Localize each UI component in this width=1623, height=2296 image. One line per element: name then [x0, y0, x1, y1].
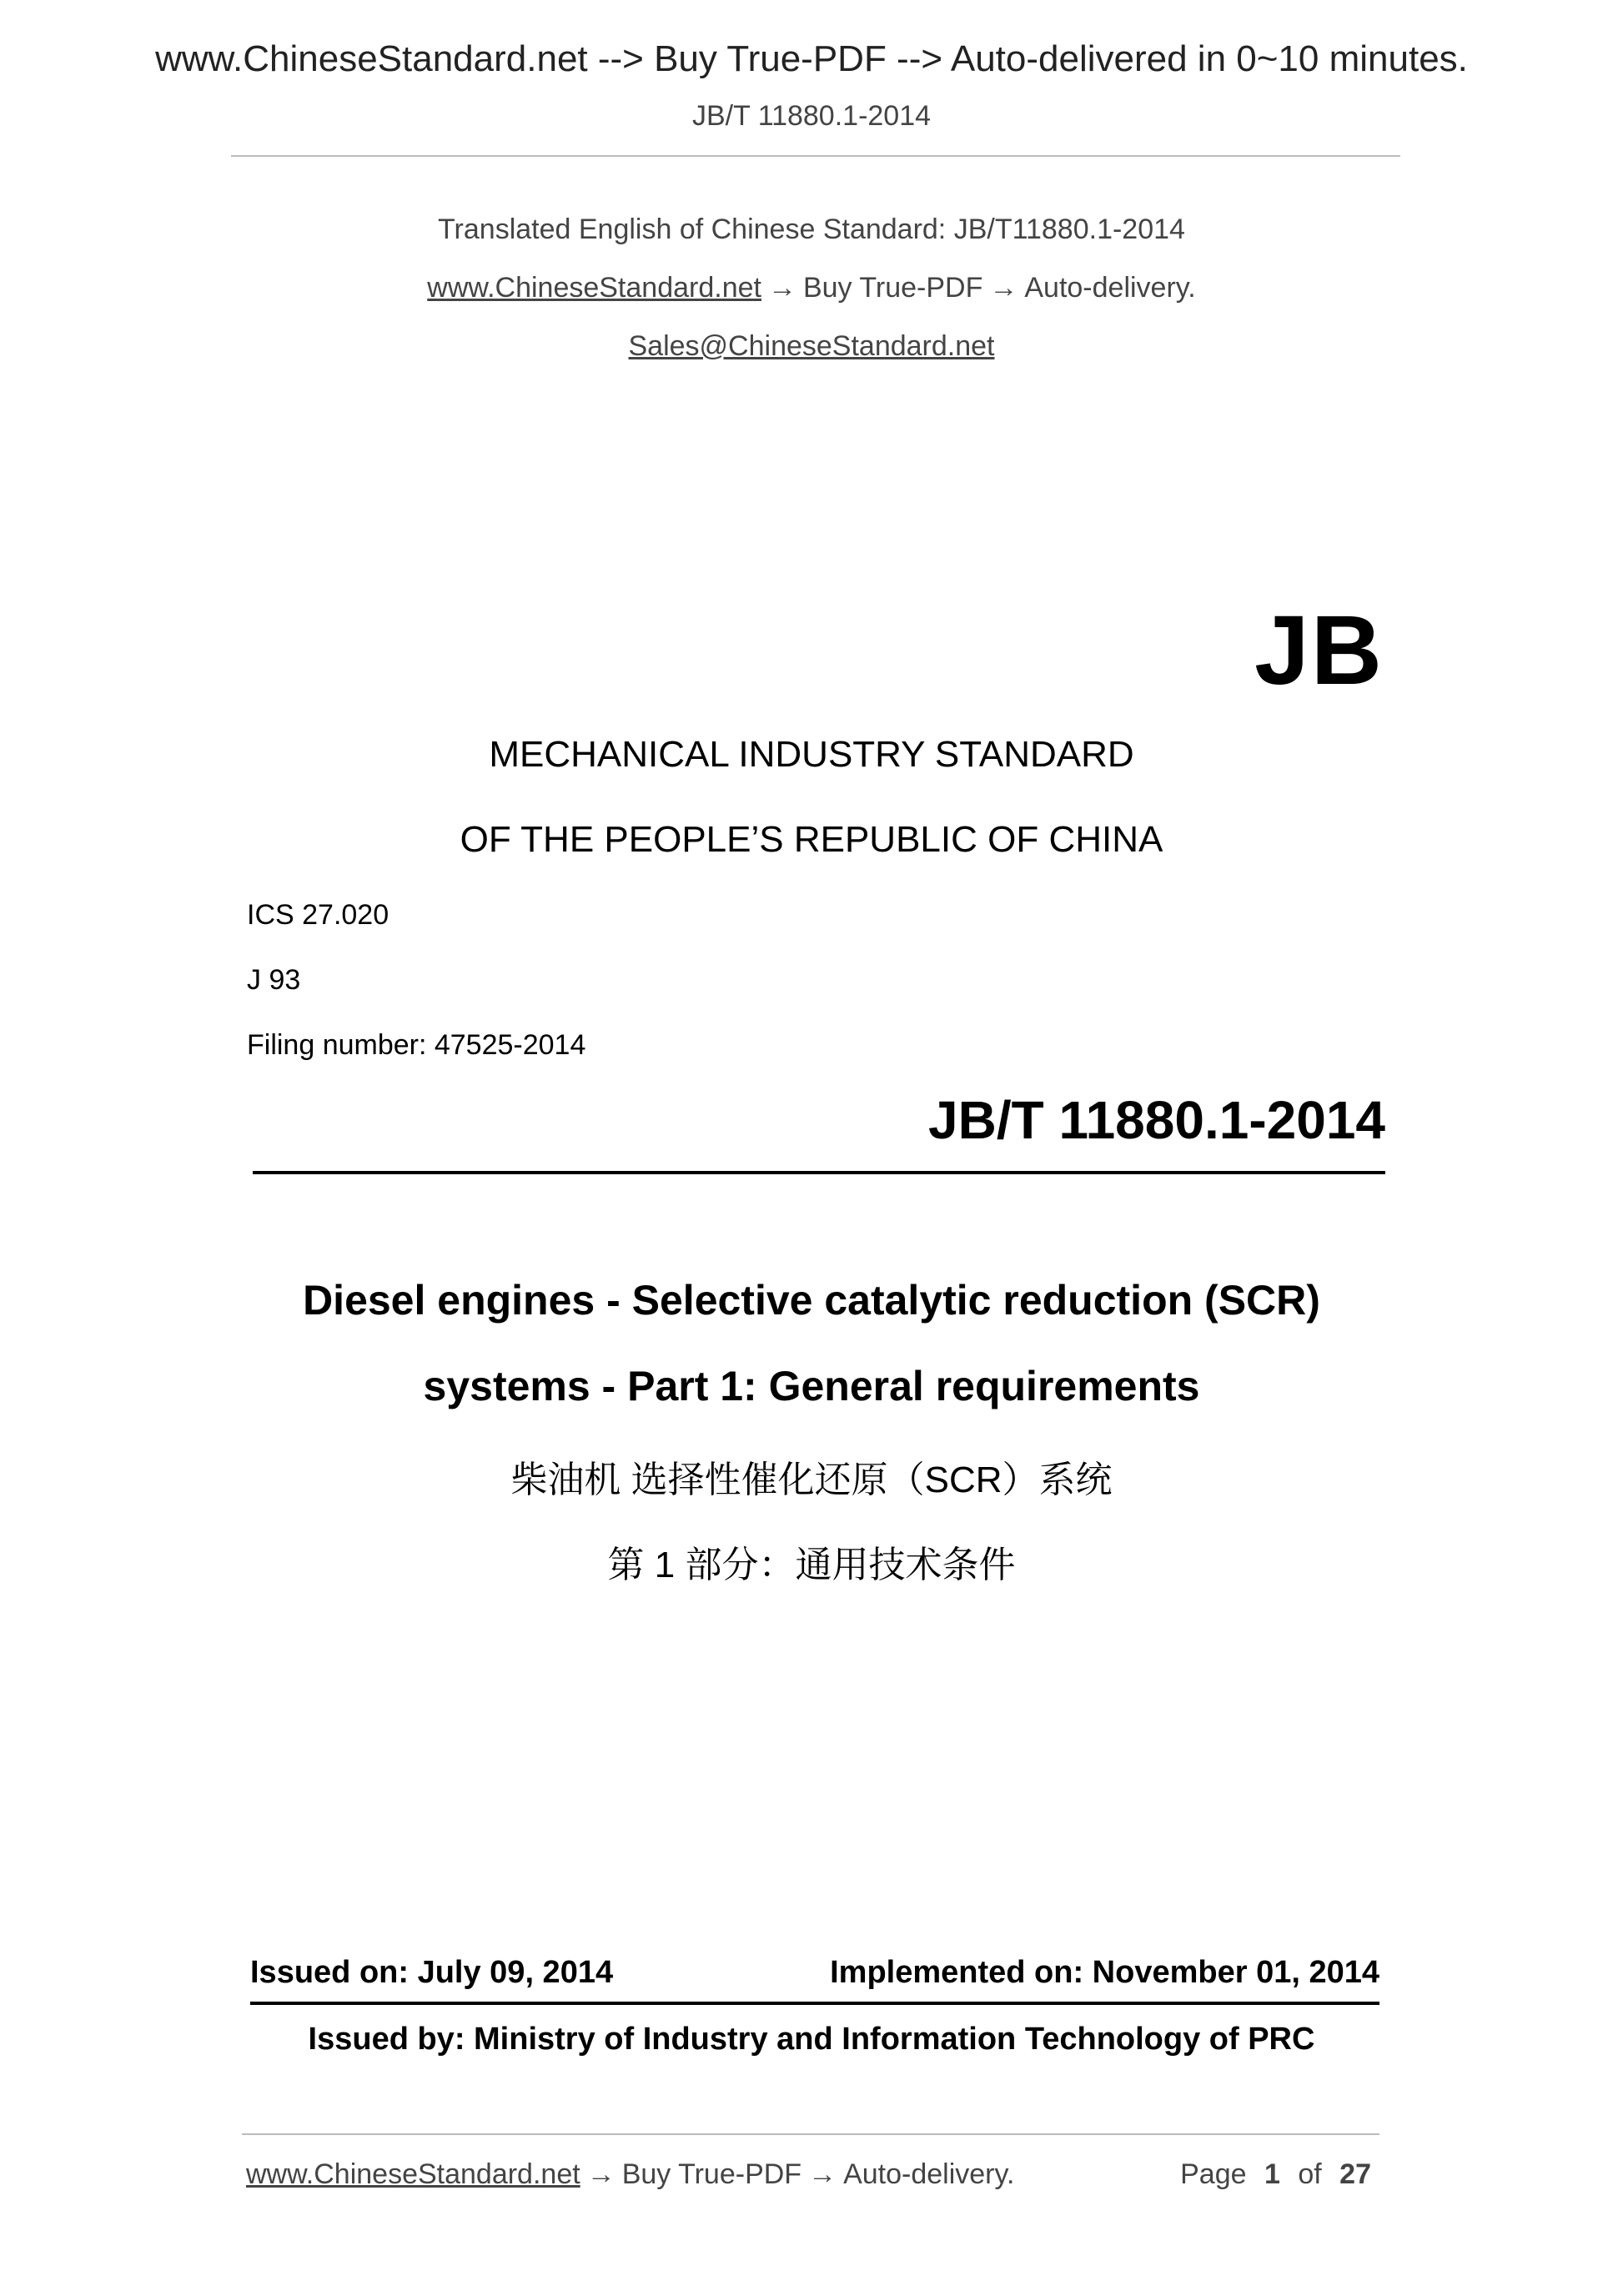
standard-number: JB/T 11880.1-2014	[928, 1090, 1385, 1150]
auto-text: Auto-delivery.	[1024, 272, 1196, 304]
right-arrow-icon: →	[989, 272, 1018, 304]
right-arrow-icon: →	[586, 2158, 616, 2190]
footer-buy-text: Buy True-PDF	[621, 2158, 802, 2190]
class-code: J 93	[247, 964, 301, 996]
email-row	[0, 330, 1623, 363]
title-en-line2: systems - Part 1: General requirements	[423, 1363, 1200, 1409]
issued-by: Issued by: Ministry of Industry and Information Technology of PRC	[308, 2022, 1315, 2057]
page-current: 1	[1264, 2158, 1280, 2190]
heading-line2: OF THE PEOPLE’S REPUBLIC OF CHINA	[460, 819, 1163, 860]
right-arrow-icon: →	[767, 272, 796, 304]
implemented-on: Implemented on: November 01, 2014	[830, 1955, 1379, 1990]
footer-auto-text: Auto-delivery.	[843, 2158, 1015, 2190]
footer-links	[246, 2158, 1014, 2191]
issued-on: Issued on: July 09, 2014	[250, 1955, 614, 1990]
title-en-line1: Diesel engines - Selective catalytic reduction (SCR)	[303, 1277, 1320, 1324]
buy-text: Buy True-PDF	[802, 272, 983, 304]
header-doc-code: JB/T 11880.1-2014	[691, 100, 932, 132]
ics-code: ICS 27.020	[247, 899, 389, 931]
page-of: of	[1298, 2158, 1322, 2190]
title-cn-line1: 柴油机 选择性催化还原（SCR）系统	[510, 1459, 1113, 1500]
translation-title: Translated English of Chinese Standard: JB/T11880.1-2014	[438, 214, 1185, 245]
jb-logo: JB	[1254, 595, 1384, 706]
header-top-line: www.ChineseStandard.net --> Buy True-PDF --> Auto-delivered in 0~10 minutes.	[155, 38, 1468, 79]
standard-divider	[253, 1171, 1385, 1174]
translation-links	[0, 272, 1623, 304]
header-divider	[231, 155, 1400, 157]
right-arrow-icon: →	[808, 2158, 837, 2190]
filing-number: Filing number: 47525-2014	[247, 1029, 586, 1061]
email-link[interactable]: Sales@ChineseStandard.net	[628, 330, 995, 362]
heading-line1: MECHANICAL INDUSTRY STANDARD	[489, 734, 1134, 775]
page-total: 27	[1339, 2158, 1371, 2190]
site-link[interactable]: www.ChineseStandard.net	[427, 272, 761, 304]
page-indicator	[1180, 2158, 1371, 2191]
title-cn-line2: 第 1 部分：通用技术条件	[607, 1545, 1016, 1585]
dates-divider	[250, 2002, 1379, 2005]
page-label: Page	[1180, 2158, 1247, 2190]
footer-divider	[242, 2133, 1379, 2135]
footer-site-link[interactable]: www.ChineseStandard.net	[246, 2158, 580, 2190]
